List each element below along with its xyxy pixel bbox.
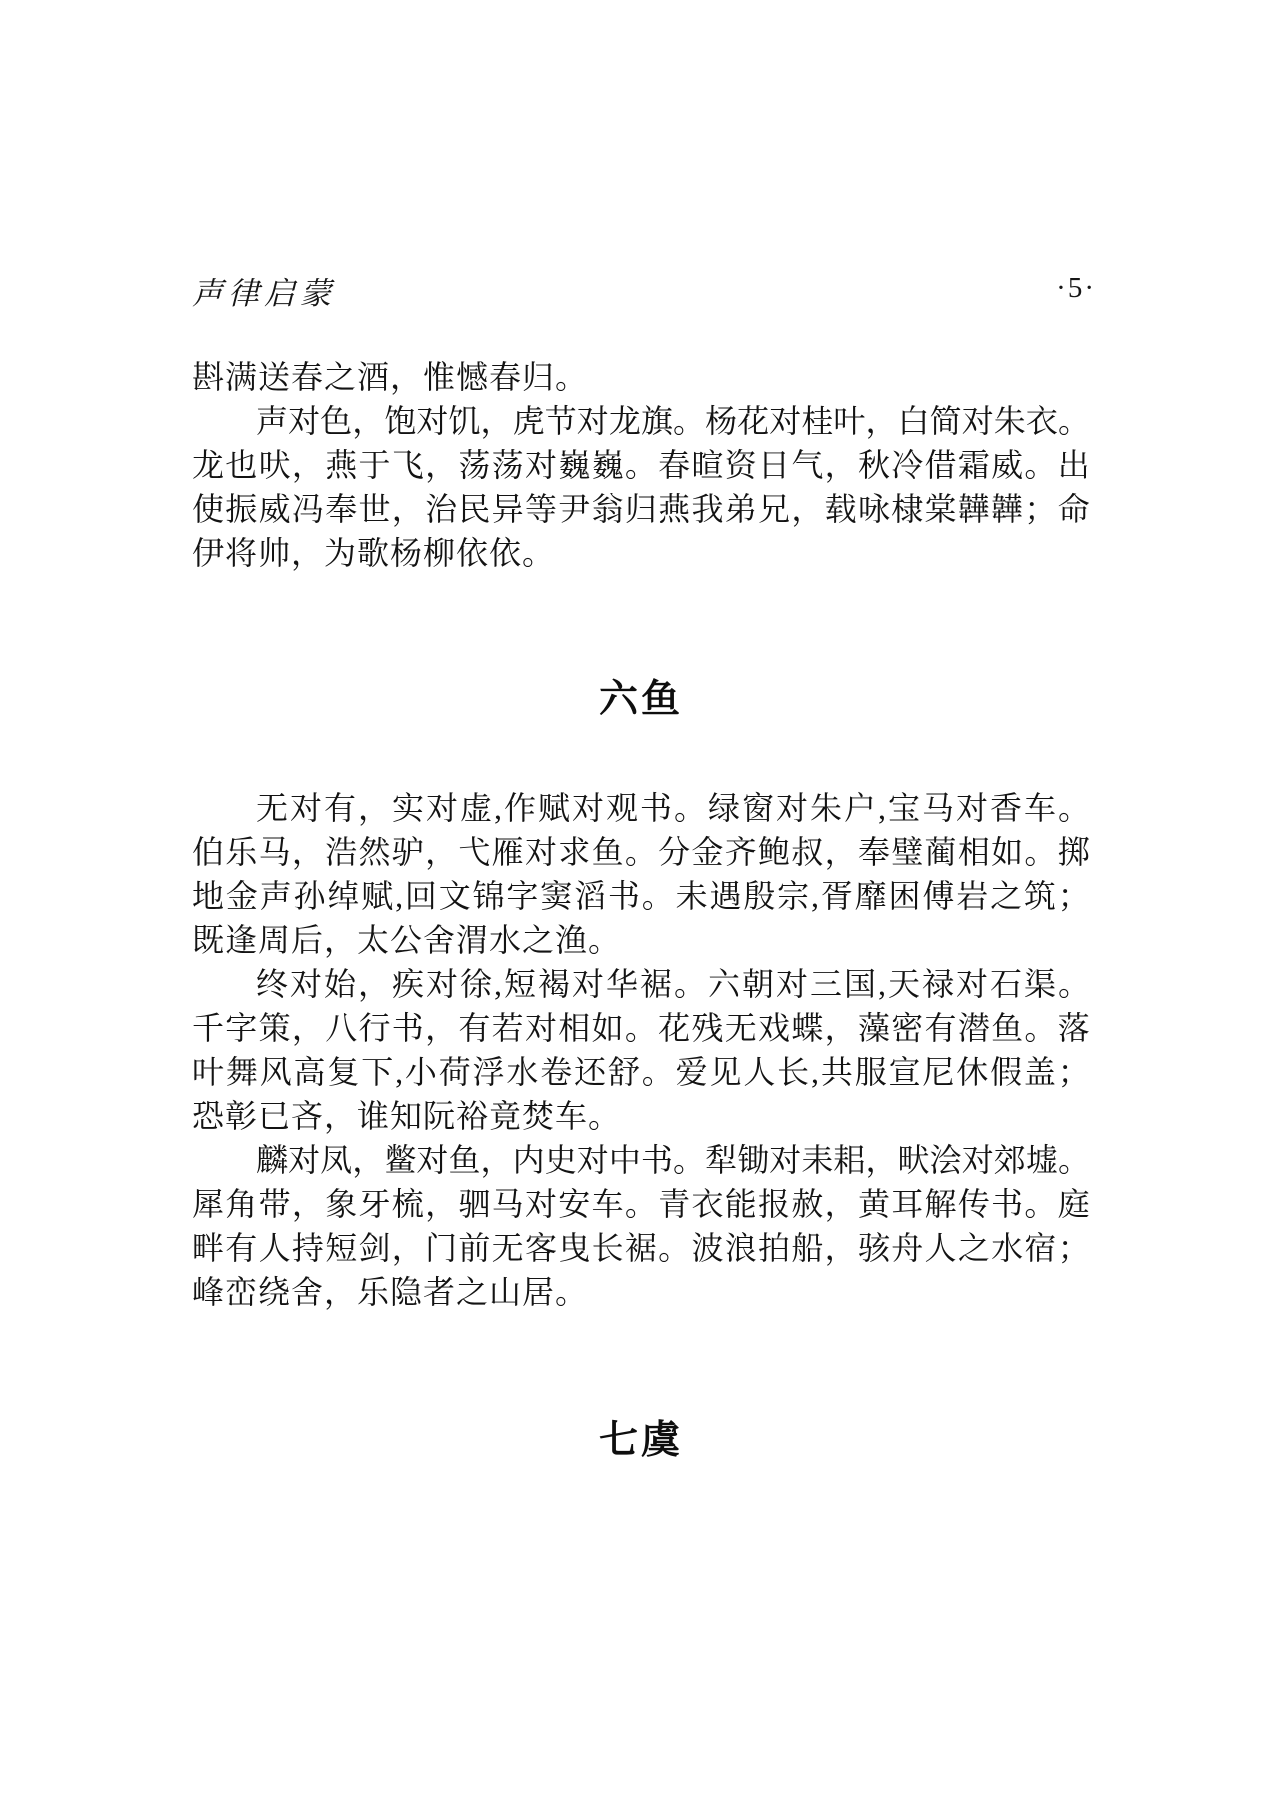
text-line: 声 对 色 ， 饱 对 饥 ， 虎 节 对 龙 旗 。 杨 花 对 桂 叶 ， 白 简 对 朱 衣 。 bbox=[256, 403, 1090, 439]
text-line: 地 金 声 孙 绰 赋 , 回 文 锦 字 窦 滔 书 。 未 遇 殷 宗 , 胥 靡 困 傅 岩 之 筑 ； bbox=[192, 878, 1090, 914]
text-line: 终 对 始 ， 疾 对 徐 , 短 褐 对 华 裾 。 六 朝 对 三 国 , 天 禄 对 石 渠 。 bbox=[256, 966, 1090, 1002]
text-line: 畔 有 人 持 短 剑 ， 门 前 无 客 曳 长 裾 。 波 浪 拍 船 ， 骇 舟 人 之 水 宿 ； bbox=[192, 1230, 1090, 1266]
text-line: 犀 角 带 ， 象 牙 梳 ， 驷 马 对 安 车 。 青 衣 能 报 赦 ， 黄 耳 解 传 书 。 庭 bbox=[192, 1186, 1090, 1222]
page-number: ·5· bbox=[1056, 272, 1096, 304]
text-line: 千 字 策 ， 八 行 书 ， 有 若 对 相 如 。 花 残 无 戏 蝶 ， 藻 密 有 潜 鱼 。 落 bbox=[192, 1010, 1090, 1046]
section-heading-liuyu: 六鱼 bbox=[598, 678, 683, 721]
text-line: 斟满送春之酒，惟憾春归。 bbox=[192, 359, 589, 395]
text-line: 伯 乐 马 ， 浩 然 驴 ， 弋 雁 对 求 鱼 。 分 金 齐 鲍 叔 ， 奉 璧 蔺 相 如 。 掷 bbox=[192, 834, 1090, 870]
text-line: 龙 也 吠 ， 燕 于 飞 ， 荡 荡 对 巍 巍 。 春 暄 资 日 气 ， 秋 冷 借 霜 威 。 出 bbox=[192, 447, 1090, 483]
text-line: 恐彰已吝，谁知阮裕竟焚车。 bbox=[192, 1098, 622, 1134]
page-content bbox=[192, 355, 1090, 1465]
text-line: 使 振 威 冯 奉 世 ， 治 民 异 等 尹 翁 归 燕 我 弟 兄 ， 载 咏 棣 棠 韡 韡 ； 命 bbox=[192, 491, 1090, 527]
text-line: 峰峦绕舍，乐隐者之山居。 bbox=[192, 1274, 589, 1310]
text-line: 叶 舞 风 高 复 下 , 小 荷 浮 水 卷 还 舒 。 爱 见 人 长 , 共 服 宣 尼 休 假 盖 ； bbox=[192, 1054, 1090, 1090]
text-line: 无 对 有 ， 实 对 虚 , 作 赋 对 观 书 。 绿 窗 对 朱 户 , 宝 马 对 香 车 。 bbox=[256, 790, 1090, 826]
book-title: 声律启蒙 bbox=[192, 276, 336, 311]
section-heading-qiyu: 七虞 bbox=[598, 1419, 683, 1462]
text-line: 伊将帅，为歌杨柳依依。 bbox=[192, 535, 556, 571]
running-header bbox=[192, 266, 1096, 312]
text-line: 既逢周后，太公舍渭水之渔。 bbox=[192, 922, 622, 958]
text-line: 麟 对 凤 ， 鳖 对 鱼 ， 内 史 对 中 书 。 犁 锄 对 耒 耜 ， 畎 浍 对 郊 墟 。 bbox=[256, 1142, 1090, 1178]
